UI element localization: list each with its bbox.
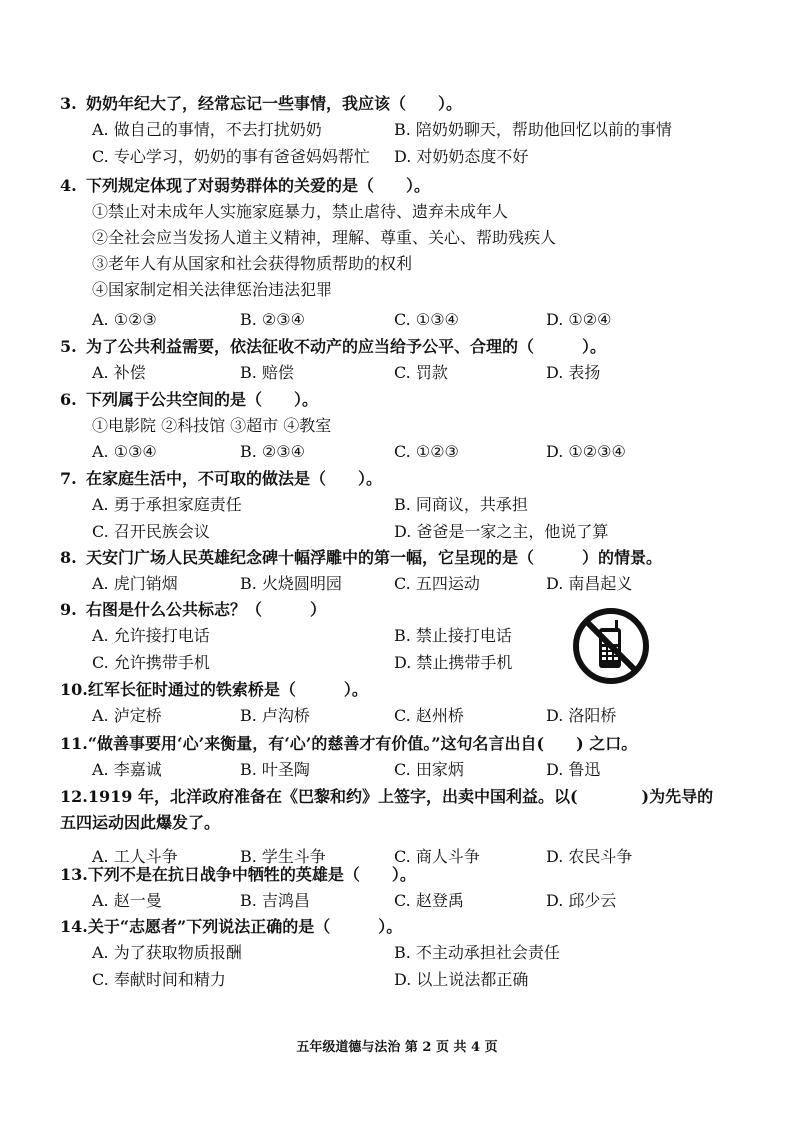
option-a: A. 补偿 [92,363,146,382]
option-b: B. 叶圣陶 [240,760,310,779]
option-d: D. 对奶奶态度不好 [394,146,529,166]
option-b: B. 吉鸿昌 [240,891,310,910]
option-a: A. 泸定桥 [92,706,162,725]
question-stem: 天安门广场人民英雄纪念碑十幅浮雕中的第一幅，它呈现的是（ ）的情景。 [86,548,663,567]
question-stem: 下列属于公共空间的是（ ）。 [86,390,319,409]
option-d: D. ①②③④ [546,442,626,461]
question-stem: 下列不是在抗日战争中牺牲的英雄是（ ）。 [87,865,416,884]
question-number: 10. [60,680,88,699]
question-stem: 在家庭生活中，不可取的做法是（ ）。 [86,469,383,488]
question-stem: 右图是什么公共标志？（ ） [86,600,327,619]
page-footer: 五年级道德与法治 第 2 页 共 4 页 [296,1040,498,1055]
option-b: B. 火烧圆明园 [240,574,342,593]
option-c: C. 赵州桥 [394,706,464,725]
option-d: D. 鲁迅 [546,760,601,779]
option-b: B. 同商议，共承担 [394,495,528,514]
option-b: B. 不主动承担社会责任 [394,943,560,962]
no-mobile-phone-sign-icon [571,606,651,686]
question-number: 3. [60,94,77,113]
option-c: C. 商人斗争 [394,847,480,866]
question-number: 4. [60,176,77,195]
option-d: D. ①②④ [546,310,612,329]
question-number: 6. [60,390,77,409]
option-a: A. 允许接打电话 [92,626,210,645]
option-d: D. 邱少云 [546,891,617,910]
question-stem: 红军长征时通过的铁索桥是（ ）。 [87,680,368,699]
option-a: A. 虎门销烟 [92,574,178,593]
question-stem: 奶奶年纪大了，经常忘记一些事情，我应该（ ）。 [86,94,463,113]
option-a: A. 做自己的事情，不去打扰奶奶 [92,120,322,139]
question-stem: 关于“志愿者”下列说法正确的是（ ）。 [87,917,403,936]
question-number: 12. [60,787,88,806]
option-a: A. 工人斗争 [92,847,178,866]
option-c: C. ①②③ [394,442,459,461]
option-a: A. ①③④ [92,442,157,461]
question-number: 7. [60,469,77,488]
option-c: C. 田家炳 [394,760,464,779]
question-number: 14. [60,917,88,936]
question-6 [60,387,740,465]
question-11 [60,731,740,783]
option-a: A. 为了获取物质报酬 [92,943,242,962]
option-c: C. 奉献时间和精力 [92,969,226,989]
option-d: D. 以上说法都正确 [394,969,529,989]
option-a: A. 赵一曼 [92,891,162,910]
option-d: D. 禁止携带手机 [394,652,513,672]
statement-1: ①禁止对未成年人实施家庭暴力，禁止虐待、遗弃未成年人 [92,202,509,221]
option-b: B. ②③④ [240,442,305,461]
question-stem: 下列规定体现了对弱势群体的关爱的是（ ）。 [86,176,431,195]
option-c: C. 赵登禹 [394,891,464,910]
question-stem: 为了公共利益需要，依法征收不动产的应当给予公平、合理的（ ）。 [86,337,607,356]
question-13 [60,862,740,914]
option-d: D. 南昌起义 [546,574,633,593]
question-number: 11. [60,734,88,753]
option-d: D. 表扬 [546,363,601,382]
option-b: B. 禁止接打电话 [394,626,512,645]
question-stem: “做善事要用‘心’来衡量，有‘心’的慈善才有价值。”这句名言出自( ) 之口。 [87,734,638,753]
option-b: B. ②③④ [240,310,305,329]
statement-3: ③老年人有从国家和社会获得物质帮助的权利 [92,254,413,273]
question-5 [60,334,740,386]
question-8 [60,545,740,597]
option-b: B. 赔偿 [240,363,294,382]
option-b: B. 陪奶奶聊天，帮助他回忆以前的事情 [394,120,672,139]
question-number: 8. [60,548,77,567]
question-number: 13. [60,865,88,884]
option-c: C. ①③④ [394,310,459,329]
statement-2: ②全社会应当发扬人道主义精神，理解、尊重、关心、帮助残疾人 [92,228,557,247]
option-d: D. 爸爸是一家之主，他说了算 [394,521,609,541]
option-c: C. 召开民族会议 [92,521,210,541]
question-3 [60,91,740,170]
option-b: B. 学生斗争 [240,847,326,866]
question-10 [60,677,740,729]
option-c: C. 允许携带手机 [92,652,210,672]
question-stem: 1919 年，北洋政府准备在《巴黎和约》上签字，出卖中国利益。以( )为先导的五四运动因此爆发了。 [60,787,714,832]
option-a: A. 勇于承担家庭责任 [92,495,242,514]
option-a: A. 李嘉诚 [92,760,162,779]
option-c: C. 专心学习，奶奶的事有爸爸妈妈帮忙 [92,146,370,166]
statement-4: ④国家制定相关法律惩治违法犯罪 [92,280,333,299]
question-12 [60,784,740,870]
question-7 [60,466,740,545]
option-c: C. 罚款 [394,363,448,382]
option-d: D. 洛阳桥 [546,706,617,725]
option-c: C. 五四运动 [394,574,480,593]
statement-1: ①电影院 ②科技馆 ③超市 ④教室 [92,416,332,435]
question-4 [60,173,740,333]
option-a: A. ①②③ [92,310,157,329]
option-b: B. 卢沟桥 [240,706,310,725]
question-number: 5. [60,337,77,356]
question-14 [60,914,740,993]
option-d: D. 农民斗争 [546,847,633,866]
question-number: 9. [60,600,77,619]
